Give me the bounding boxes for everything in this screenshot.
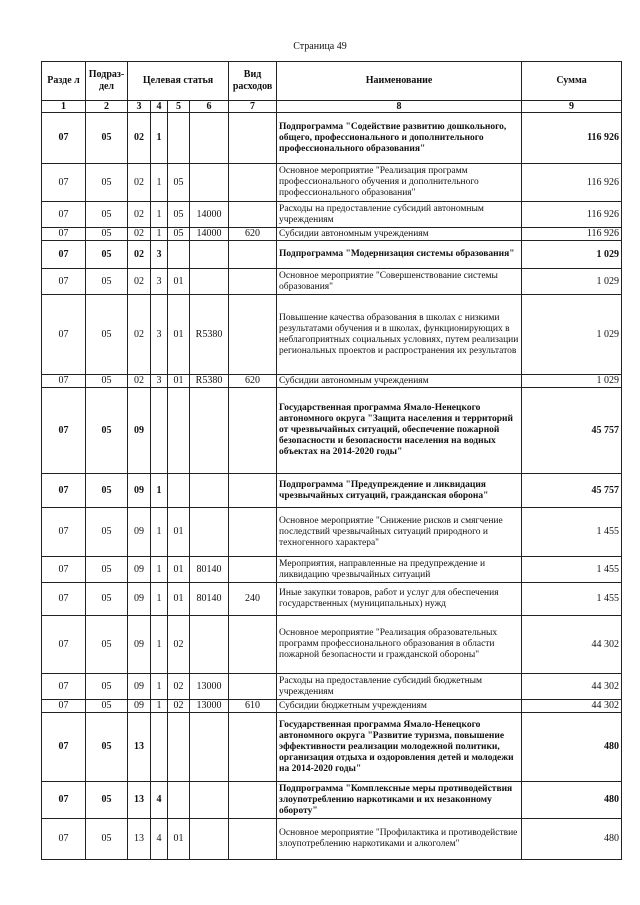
cell-razdel: 07 bbox=[42, 674, 86, 700]
cell-program-code: 09 bbox=[128, 674, 151, 700]
cell-program-code: 02 bbox=[128, 228, 151, 241]
cell-program-code: 09 bbox=[128, 388, 151, 474]
cell-razdel: 07 bbox=[42, 508, 86, 557]
cell-vid-raskhodov bbox=[229, 295, 277, 375]
cell-vid-raskhodov bbox=[229, 819, 277, 860]
table-row bbox=[42, 295, 622, 375]
table-row bbox=[42, 674, 622, 700]
table-row bbox=[42, 164, 622, 202]
cell-direction-code: 14000 bbox=[190, 228, 229, 241]
cell-razdel: 07 bbox=[42, 583, 86, 616]
cell-naimenovanie: Государственная программа Ямало-Ненецкого автономного округа "Защита населения и территорий от чрезвычайных ситуаций, обеспечение пожарной безопасности и безопасности населения на водных объектах на 2014-2020 годы" bbox=[277, 388, 522, 474]
cell-event-code: 05 bbox=[168, 228, 190, 241]
cell-subprogram-code: 3 bbox=[151, 375, 168, 388]
cell-summa: 1 029 bbox=[522, 269, 622, 295]
cell-razdel: 07 bbox=[42, 202, 86, 228]
cell-direction-code bbox=[190, 269, 229, 295]
cell-program-code: 09 bbox=[128, 557, 151, 583]
cell-event-code: 02 bbox=[168, 616, 190, 674]
cell-razdel: 07 bbox=[42, 164, 86, 202]
cell-razdel: 07 bbox=[42, 700, 86, 713]
cell-subprogram-code: 1 bbox=[151, 583, 168, 616]
column-number: 1 bbox=[42, 101, 86, 113]
cell-podrazdel: 05 bbox=[86, 269, 128, 295]
cell-direction-code: R5380 bbox=[190, 375, 229, 388]
cell-vid-raskhodov bbox=[229, 388, 277, 474]
cell-podrazdel: 05 bbox=[86, 674, 128, 700]
cell-subprogram-code: 1 bbox=[151, 508, 168, 557]
cell-naimenovanie: Подпрограмма "Содействие развитию дошкольного, общего, профессионального и дополнительного профессионального образования" bbox=[277, 113, 522, 164]
cell-vid-raskhodov bbox=[229, 713, 277, 782]
cell-podrazdel: 05 bbox=[86, 583, 128, 616]
cell-naimenovanie: Расходы на предоставление субсидий бюджетным учреждениям bbox=[277, 674, 522, 700]
cell-program-code: 13 bbox=[128, 713, 151, 782]
cell-summa: 1 455 bbox=[522, 557, 622, 583]
cell-direction-code bbox=[190, 819, 229, 860]
cell-subprogram-code: 4 bbox=[151, 782, 168, 819]
column-number: 7 bbox=[229, 101, 277, 113]
cell-summa: 480 bbox=[522, 713, 622, 782]
cell-razdel: 07 bbox=[42, 241, 86, 269]
cell-direction-code: 14000 bbox=[190, 202, 229, 228]
cell-podrazdel: 05 bbox=[86, 241, 128, 269]
cell-razdel: 07 bbox=[42, 388, 86, 474]
cell-program-code: 09 bbox=[128, 700, 151, 713]
cell-direction-code bbox=[190, 508, 229, 557]
cell-summa: 480 bbox=[522, 782, 622, 819]
table-row bbox=[42, 228, 622, 241]
cell-podrazdel: 05 bbox=[86, 819, 128, 860]
cell-naimenovanie: Субсидии автономным учреждениям bbox=[277, 375, 522, 388]
cell-summa: 116 926 bbox=[522, 113, 622, 164]
cell-program-code: 09 bbox=[128, 474, 151, 508]
cell-podrazdel: 05 bbox=[86, 295, 128, 375]
cell-naimenovanie: Иные закупки товаров, работ и услуг для обеспечения государственных (муниципальных) нужд bbox=[277, 583, 522, 616]
cell-summa: 45 757 bbox=[522, 474, 622, 508]
cell-razdel: 07 bbox=[42, 228, 86, 241]
table-row bbox=[42, 375, 622, 388]
table-row bbox=[42, 700, 622, 713]
cell-vid-raskhodov bbox=[229, 164, 277, 202]
cell-direction-code bbox=[190, 241, 229, 269]
cell-program-code: 02 bbox=[128, 202, 151, 228]
cell-vid-raskhodov bbox=[229, 202, 277, 228]
cell-podrazdel: 05 bbox=[86, 713, 128, 782]
cell-vid-raskhodov: 620 bbox=[229, 228, 277, 241]
cell-vid-raskhodov bbox=[229, 616, 277, 674]
cell-program-code: 09 bbox=[128, 583, 151, 616]
cell-podrazdel: 05 bbox=[86, 228, 128, 241]
cell-summa: 44 302 bbox=[522, 674, 622, 700]
cell-subprogram-code: 1 bbox=[151, 228, 168, 241]
cell-direction-code bbox=[190, 474, 229, 508]
cell-razdel: 07 bbox=[42, 782, 86, 819]
cell-subprogram-code: 1 bbox=[151, 674, 168, 700]
header-razdel: Разде л bbox=[42, 62, 86, 101]
cell-event-code bbox=[168, 241, 190, 269]
column-number: 3 bbox=[128, 101, 151, 113]
table-row bbox=[42, 241, 622, 269]
cell-naimenovanie: Расходы на предоставление субсидий автономным учреждениям bbox=[277, 202, 522, 228]
header-tselevaya-statya: Целевая статья bbox=[128, 62, 229, 101]
table-row bbox=[42, 583, 622, 616]
cell-subprogram-code: 1 bbox=[151, 474, 168, 508]
cell-event-code: 01 bbox=[168, 269, 190, 295]
cell-event-code: 02 bbox=[168, 700, 190, 713]
cell-event-code bbox=[168, 474, 190, 508]
cell-naimenovanie: Основное мероприятие "Совершенствование системы образования" bbox=[277, 269, 522, 295]
cell-vid-raskhodov bbox=[229, 508, 277, 557]
cell-summa: 1 029 bbox=[522, 241, 622, 269]
cell-razdel: 07 bbox=[42, 375, 86, 388]
cell-subprogram-code bbox=[151, 388, 168, 474]
cell-vid-raskhodov bbox=[229, 474, 277, 508]
cell-naimenovanie: Основное мероприятие "Профилактика и противодействие злоупотреблению наркотиками и алкоголем" bbox=[277, 819, 522, 860]
header-vid-raskhodov: Вид расходов bbox=[229, 62, 277, 101]
cell-program-code: 13 bbox=[128, 819, 151, 860]
cell-direction-code bbox=[190, 164, 229, 202]
cell-razdel: 07 bbox=[42, 295, 86, 375]
table-row bbox=[42, 557, 622, 583]
cell-naimenovanie: Повышение качества образования в школах с низкими результатами обучения и в школах, функционирующих в неблагоприятных социальных условиях, путем реализации региональных проектов и распространения их результатов bbox=[277, 295, 522, 375]
cell-direction-code: 80140 bbox=[190, 557, 229, 583]
cell-direction-code bbox=[190, 113, 229, 164]
table-row bbox=[42, 819, 622, 860]
cell-direction-code bbox=[190, 616, 229, 674]
table-row bbox=[42, 474, 622, 508]
cell-event-code: 01 bbox=[168, 508, 190, 557]
cell-event-code: 01 bbox=[168, 295, 190, 375]
cell-podrazdel: 05 bbox=[86, 202, 128, 228]
cell-summa: 116 926 bbox=[522, 228, 622, 241]
cell-razdel: 07 bbox=[42, 269, 86, 295]
column-numbers-row bbox=[42, 101, 622, 113]
cell-event-code: 05 bbox=[168, 164, 190, 202]
budget-table bbox=[41, 61, 622, 860]
table-row bbox=[42, 202, 622, 228]
cell-event-code bbox=[168, 113, 190, 164]
cell-subprogram-code bbox=[151, 713, 168, 782]
cell-program-code: 02 bbox=[128, 241, 151, 269]
cell-vid-raskhodov bbox=[229, 241, 277, 269]
cell-event-code bbox=[168, 713, 190, 782]
cell-event-code: 02 bbox=[168, 674, 190, 700]
column-number: 4 bbox=[151, 101, 168, 113]
cell-naimenovanie: Основное мероприятие "Реализация образовательных программ профессионального образования в области пожарной безопасности и гражданской обороны" bbox=[277, 616, 522, 674]
cell-summa: 116 926 bbox=[522, 202, 622, 228]
cell-summa: 1 029 bbox=[522, 375, 622, 388]
cell-vid-raskhodov: 240 bbox=[229, 583, 277, 616]
table-row bbox=[42, 616, 622, 674]
cell-razdel: 07 bbox=[42, 819, 86, 860]
cell-summa: 44 302 bbox=[522, 700, 622, 713]
table-header-row bbox=[42, 62, 622, 101]
cell-podrazdel: 05 bbox=[86, 388, 128, 474]
cell-podrazdel: 05 bbox=[86, 557, 128, 583]
cell-summa: 1 455 bbox=[522, 508, 622, 557]
cell-program-code: 02 bbox=[128, 164, 151, 202]
cell-subprogram-code: 1 bbox=[151, 616, 168, 674]
cell-vid-raskhodov bbox=[229, 557, 277, 583]
cell-naimenovanie: Мероприятия, направленные на предупреждение и ликвидацию чрезвычайных ситуаций bbox=[277, 557, 522, 583]
table-row bbox=[42, 388, 622, 474]
table-row bbox=[42, 269, 622, 295]
cell-naimenovanie: Субсидии бюджетным учреждениям bbox=[277, 700, 522, 713]
cell-vid-raskhodov bbox=[229, 269, 277, 295]
cell-subprogram-code: 3 bbox=[151, 241, 168, 269]
cell-event-code: 01 bbox=[168, 819, 190, 860]
cell-summa: 116 926 bbox=[522, 164, 622, 202]
cell-direction-code: 80140 bbox=[190, 583, 229, 616]
cell-direction-code bbox=[190, 713, 229, 782]
cell-direction-code: 13000 bbox=[190, 674, 229, 700]
cell-vid-raskhodov: 620 bbox=[229, 375, 277, 388]
cell-program-code: 13 bbox=[128, 782, 151, 819]
cell-vid-raskhodov bbox=[229, 674, 277, 700]
table-row bbox=[42, 713, 622, 782]
cell-program-code: 09 bbox=[128, 508, 151, 557]
table-row bbox=[42, 508, 622, 557]
cell-vid-raskhodov bbox=[229, 113, 277, 164]
cell-direction-code: 13000 bbox=[190, 700, 229, 713]
cell-subprogram-code: 3 bbox=[151, 295, 168, 375]
cell-naimenovanie: Основное мероприятие "Реализация программ профессионального обучения и дополнительного профессионального образования" bbox=[277, 164, 522, 202]
cell-program-code: 02 bbox=[128, 375, 151, 388]
cell-vid-raskhodov bbox=[229, 782, 277, 819]
page-number-label: Страница 49 bbox=[293, 41, 347, 52]
header-podrazdel: Подраз- дел bbox=[86, 62, 128, 101]
cell-vid-raskhodov: 610 bbox=[229, 700, 277, 713]
cell-podrazdel: 05 bbox=[86, 164, 128, 202]
cell-summa: 480 bbox=[522, 819, 622, 860]
column-number: 8 bbox=[277, 101, 522, 113]
cell-program-code: 09 bbox=[128, 616, 151, 674]
cell-podrazdel: 05 bbox=[86, 782, 128, 819]
cell-naimenovanie: Подпрограмма "Комплексные меры противодействия злоупотреблению наркотиками и их незаконному обороту" bbox=[277, 782, 522, 819]
column-number: 6 bbox=[190, 101, 229, 113]
cell-event-code: 01 bbox=[168, 375, 190, 388]
cell-subprogram-code: 1 bbox=[151, 202, 168, 228]
cell-program-code: 02 bbox=[128, 295, 151, 375]
cell-subprogram-code: 4 bbox=[151, 819, 168, 860]
cell-podrazdel: 05 bbox=[86, 700, 128, 713]
column-number: 9 bbox=[522, 101, 622, 113]
cell-subprogram-code: 1 bbox=[151, 113, 168, 164]
column-number: 5 bbox=[168, 101, 190, 113]
cell-razdel: 07 bbox=[42, 616, 86, 674]
cell-naimenovanie: Подпрограмма "Модернизация системы образования" bbox=[277, 241, 522, 269]
cell-naimenovanie: Государственная программа Ямало-Ненецкого автономного округа "Развитие туризма, повышение эффективности реализации молодежной политики, организация отдыха и оздоровления детей и молодежи на 2014-2020 годы" bbox=[277, 713, 522, 782]
table-body bbox=[42, 113, 622, 860]
cell-subprogram-code: 1 bbox=[151, 700, 168, 713]
cell-razdel: 07 bbox=[42, 713, 86, 782]
cell-direction-code bbox=[190, 782, 229, 819]
cell-podrazdel: 05 bbox=[86, 508, 128, 557]
cell-razdel: 07 bbox=[42, 557, 86, 583]
cell-event-code bbox=[168, 388, 190, 474]
cell-podrazdel: 05 bbox=[86, 375, 128, 388]
table-row bbox=[42, 113, 622, 164]
table-row bbox=[42, 782, 622, 819]
cell-summa: 44 302 bbox=[522, 616, 622, 674]
header-naimenovanie: Наименование bbox=[277, 62, 522, 101]
cell-podrazdel: 05 bbox=[86, 474, 128, 508]
cell-program-code: 02 bbox=[128, 113, 151, 164]
cell-subprogram-code: 1 bbox=[151, 164, 168, 202]
cell-naimenovanie: Подпрограмма "Предупреждение и ликвидация чрезвычайных ситуаций, гражданская оборона" bbox=[277, 474, 522, 508]
column-number: 2 bbox=[86, 101, 128, 113]
cell-podrazdel: 05 bbox=[86, 113, 128, 164]
cell-summa: 1 455 bbox=[522, 583, 622, 616]
cell-razdel: 07 bbox=[42, 113, 86, 164]
cell-subprogram-code: 3 bbox=[151, 269, 168, 295]
cell-event-code: 01 bbox=[168, 583, 190, 616]
header-summa: Сумма bbox=[522, 62, 622, 101]
cell-program-code: 02 bbox=[128, 269, 151, 295]
cell-razdel: 07 bbox=[42, 474, 86, 508]
cell-event-code: 01 bbox=[168, 557, 190, 583]
cell-summa: 1 029 bbox=[522, 295, 622, 375]
cell-naimenovanie: Основное мероприятие "Снижение рисков и смягчение последствий чрезвычайных ситуаций природного и техногенного характера" bbox=[277, 508, 522, 557]
cell-event-code: 05 bbox=[168, 202, 190, 228]
cell-naimenovanie: Субсидии автономным учреждениям bbox=[277, 228, 522, 241]
cell-event-code bbox=[168, 782, 190, 819]
cell-subprogram-code: 1 bbox=[151, 557, 168, 583]
cell-direction-code bbox=[190, 388, 229, 474]
cell-podrazdel: 05 bbox=[86, 616, 128, 674]
cell-direction-code: R5380 bbox=[190, 295, 229, 375]
cell-summa: 45 757 bbox=[522, 388, 622, 474]
